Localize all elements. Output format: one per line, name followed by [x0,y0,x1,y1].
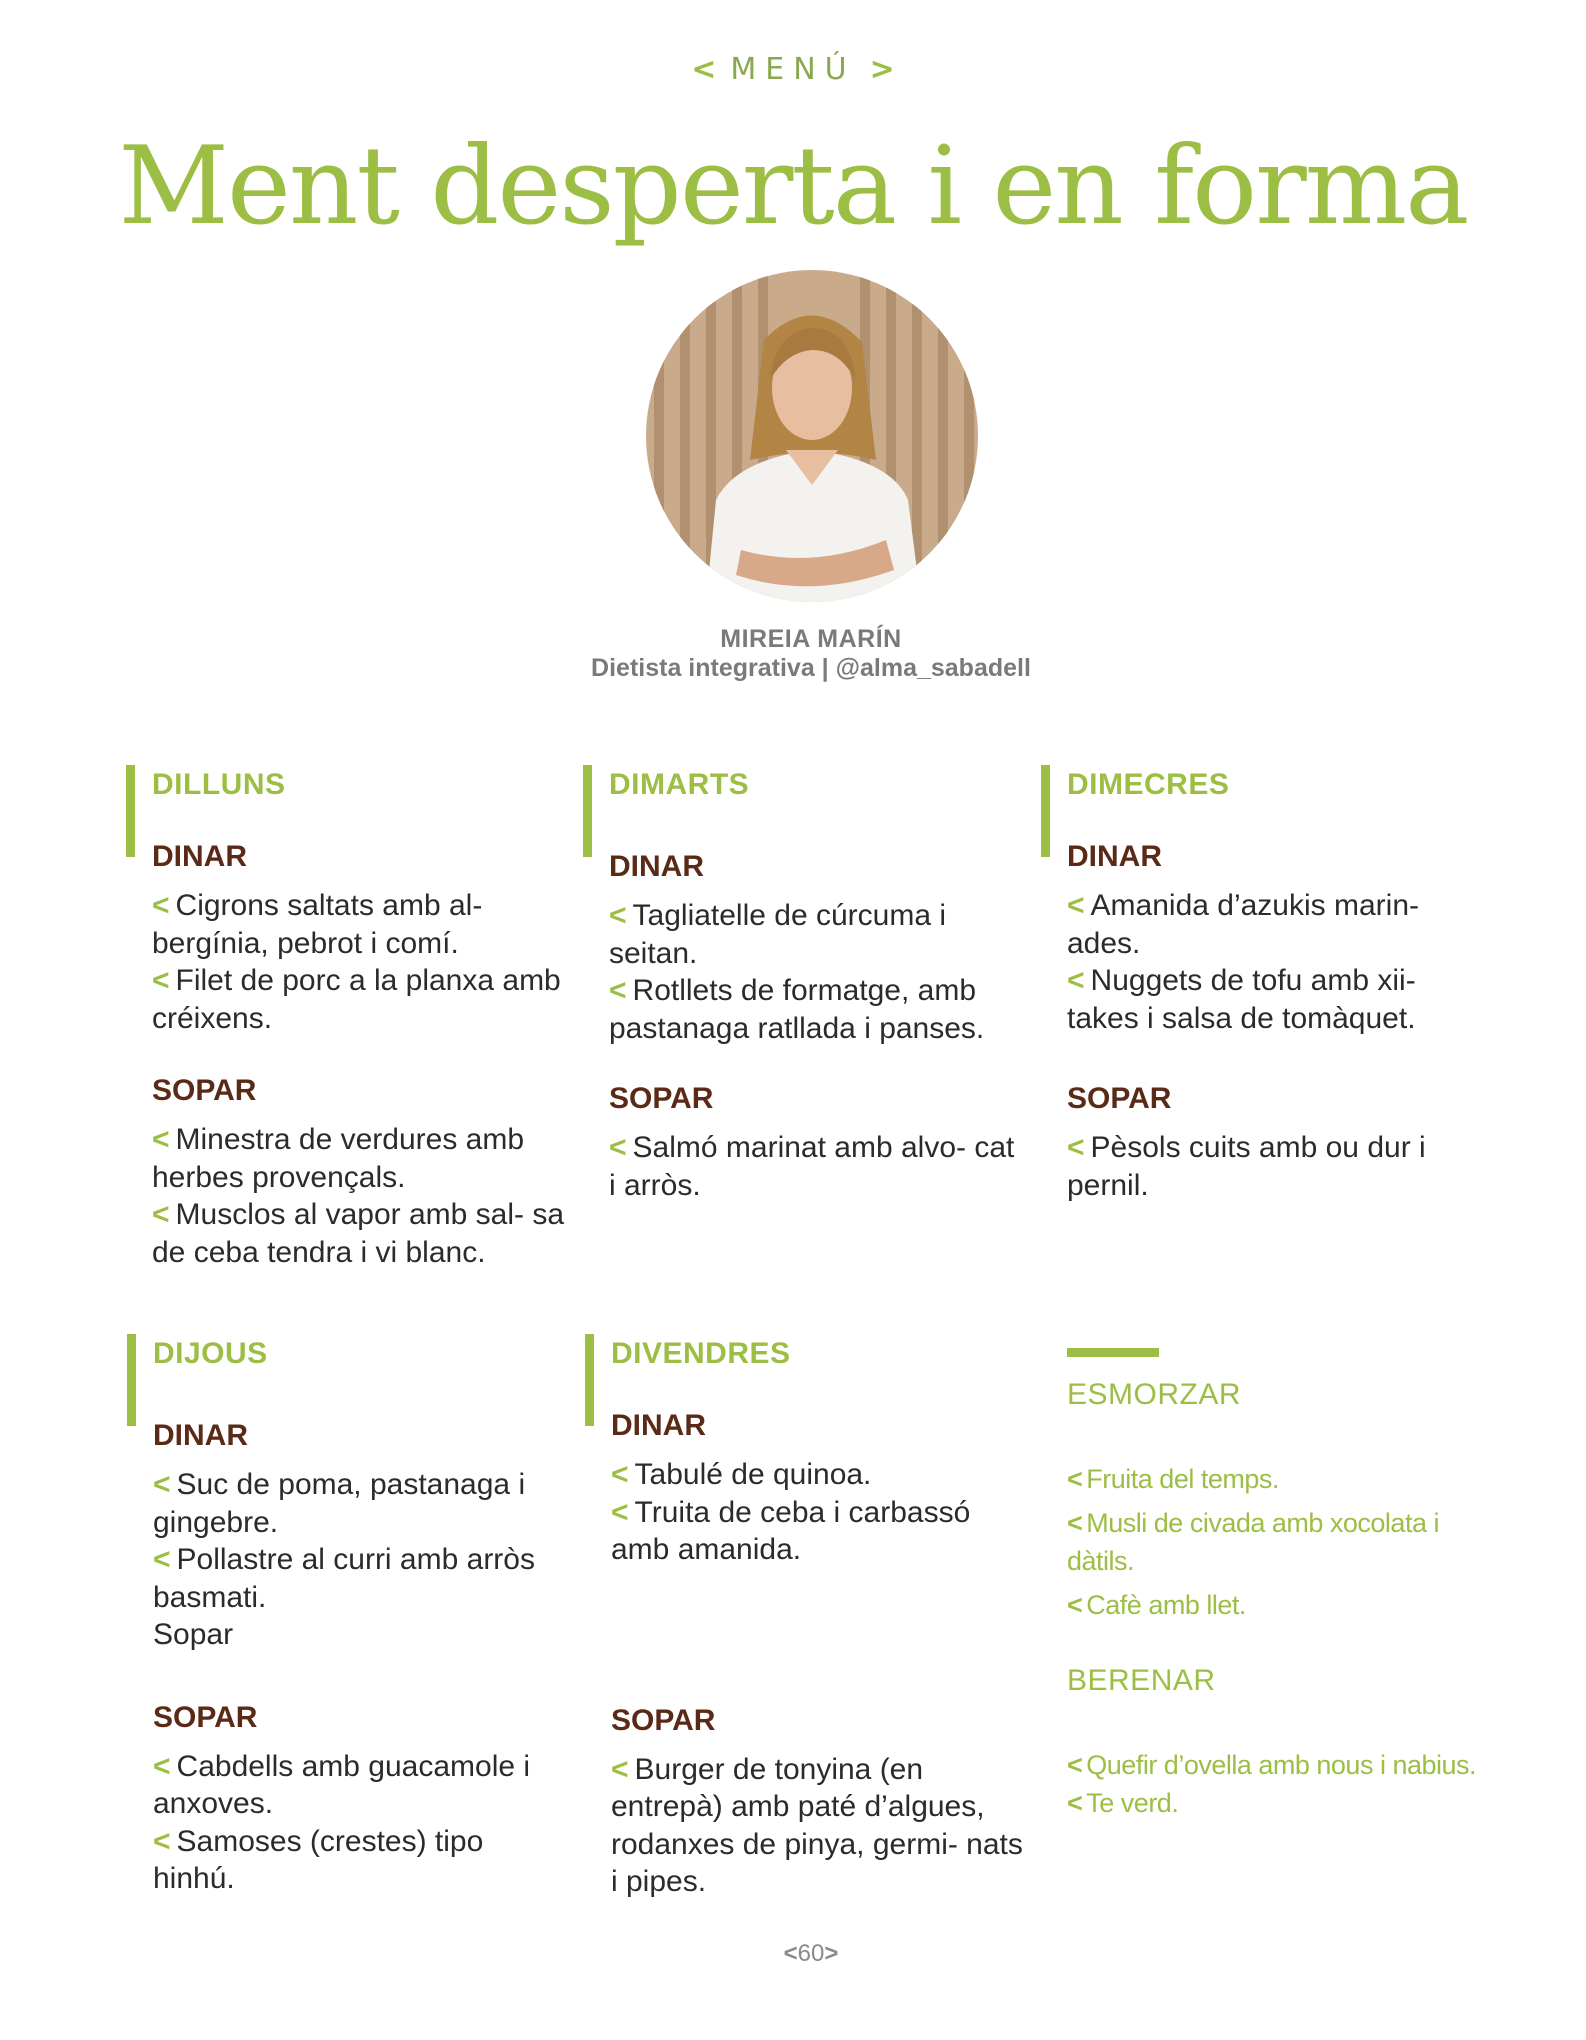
bullet-chevron-icon: < [152,889,170,922]
accent-rule [1067,1348,1159,1357]
day-name: DILLUNS [152,768,286,801]
sopar-list [152,1121,572,1271]
list-item: < Cigrons saltats amb al- bergínia, pebrot i comí. [152,889,483,960]
bullet-chevron-icon: < [1067,1131,1085,1164]
list-item: < Salmó marinat amb alvo- cat i arròs. [609,1131,1015,1202]
list-item: < Quefir d’ovella amb nous i nabius. [1067,1750,1477,1780]
list-item: < Musli de civada amb xocolata i dàtils. [1067,1508,1439,1576]
bullet-chevron-icon: < [609,899,627,932]
day-column-dijous [153,1334,573,1898]
bullet-chevron-icon: < [611,1752,629,1786]
list-item: < Suc de poma, pastanaga i gingebre. [153,1468,526,1539]
list-item: < Cabdells amb guacamole i anxoves. [153,1749,531,1820]
list-item: < Cafè amb llet. [1067,1590,1246,1620]
bullet-chevron-icon: < [1067,964,1085,997]
list-item: < Tagliatelle de cúrcuma i seitan. [609,899,947,970]
kicker-label: MENÚ [730,52,856,87]
day-name: DIMARTS [609,768,750,801]
sopar-list [1067,1129,1487,1204]
list-item: < Filet de porc a la planxa amb créixens. [152,964,561,1035]
sopar-list [609,1129,1029,1204]
dinar-list [1067,887,1487,1037]
meal-heading-sopar: SOPAR [152,1074,257,1107]
list-item: < Amanida d’azukis marin- ades. [1067,889,1419,960]
meal-heading-sopar: SOPAR [153,1700,258,1734]
meal-heading-sopar: SOPAR [609,1082,714,1115]
list-item: < Musclos al vapor amb sal- sa de ceba tendra i vi blanc. [152,1198,565,1269]
chevron-left-icon: < [783,1940,798,1967]
sopar-list [611,1751,1031,1901]
bullet-chevron-icon: < [152,1123,170,1156]
bullet-chevron-icon: < [1067,889,1085,922]
author-role: Dietista integrativa | @alma_sabadell [591,654,1031,682]
bullet-chevron-icon: < [611,1458,629,1491]
list-item: < Te verd. [1067,1788,1179,1818]
chevron-right-icon: > [824,1940,839,1967]
day-name: DIVENDRES [611,1337,791,1370]
chevron-left-icon: < [691,52,717,87]
list-item: < Nuggets de tofu amb xii- takes i salsa de tomàquet. [1067,964,1416,1035]
day-column-divendres [611,1334,1031,1901]
meal-heading-dinar: DINAR [1067,840,1162,873]
accent-bar [127,1334,136,1426]
bullet-chevron-icon: < [1067,1788,1083,1818]
list-item: < Tabulé de quinoa. [611,1458,872,1491]
list-item: < Burger de tonyina (en entrepà) amb paté d’algues, rodanxes de pinya, germi- nats i pipes. [611,1752,1023,1898]
extra-note: Sopar [153,1618,234,1651]
day-name: DIJOUS [153,1337,268,1370]
day-column-dimarts [609,765,1029,1204]
meal-heading-dinar: DINAR [609,850,704,883]
esmorzar-list [1067,1460,1487,1624]
list-item: < Pollastre al curri amb arròs basmati. [153,1543,535,1614]
day-column-dilluns [152,765,572,1271]
bullet-chevron-icon: < [152,1198,170,1231]
berenar-heading: BERENAR [1067,1664,1216,1697]
bullet-chevron-icon: < [611,1495,629,1529]
berenar-list [1067,1746,1487,1822]
list-item: < Fruita del temps. [1067,1464,1279,1494]
bullet-chevron-icon: < [152,964,170,997]
chevron-right-icon: > [869,52,895,87]
list-item: < Pèsols cuits amb ou dur i pernil. [1067,1131,1426,1202]
list-item: < Truita de ceba i carbassó amb amanida. [611,1495,971,1566]
accent-bar [126,765,135,857]
page-title: Ment desperta i en forma [118,124,1468,249]
bullet-chevron-icon: < [153,1543,171,1576]
bullet-chevron-icon: < [1067,1590,1083,1620]
page-number: <60> [783,1940,839,1967]
author-portrait [646,270,978,602]
meal-heading-dinar: DINAR [153,1419,248,1452]
meal-heading-dinar: DINAR [611,1409,706,1442]
meal-heading-sopar: SOPAR [611,1703,716,1737]
list-item: < Rotllets de formatge, amb pastanaga ratllada i panses. [609,974,985,1045]
bullet-chevron-icon: < [1067,1464,1083,1494]
bullet-chevron-icon: < [153,1824,171,1858]
bullet-chevron-icon: < [1067,1508,1083,1538]
bullet-chevron-icon: < [153,1749,171,1783]
bullet-chevron-icon: < [1067,1750,1083,1780]
bullet-chevron-icon: < [153,1468,171,1501]
meal-heading-dinar: DINAR [152,840,247,873]
dinar-list [611,1456,1031,1569]
accent-bar [585,1334,594,1426]
meal-heading-sopar: SOPAR [1067,1082,1172,1115]
dinar-list [609,897,1029,1047]
bullet-chevron-icon: < [609,1131,627,1164]
author-name: MIREIA MARÍN [720,625,902,653]
dinar-list [153,1466,573,1616]
accent-bar [583,765,592,857]
sopar-list [153,1748,573,1898]
list-item: < Samoses (crestes) tipo hinhú. [153,1824,484,1895]
section-kicker [0,52,1586,87]
accent-bar [1041,765,1050,857]
esmorzar-heading: ESMORZAR [1067,1378,1242,1411]
day-name: DIMECRES [1067,768,1230,801]
list-item: < Minestra de verdures amb herbes provençals. [152,1123,525,1194]
day-column-dimecres [1067,765,1487,1204]
dinar-list [152,887,572,1037]
bullet-chevron-icon: < [609,974,627,1007]
